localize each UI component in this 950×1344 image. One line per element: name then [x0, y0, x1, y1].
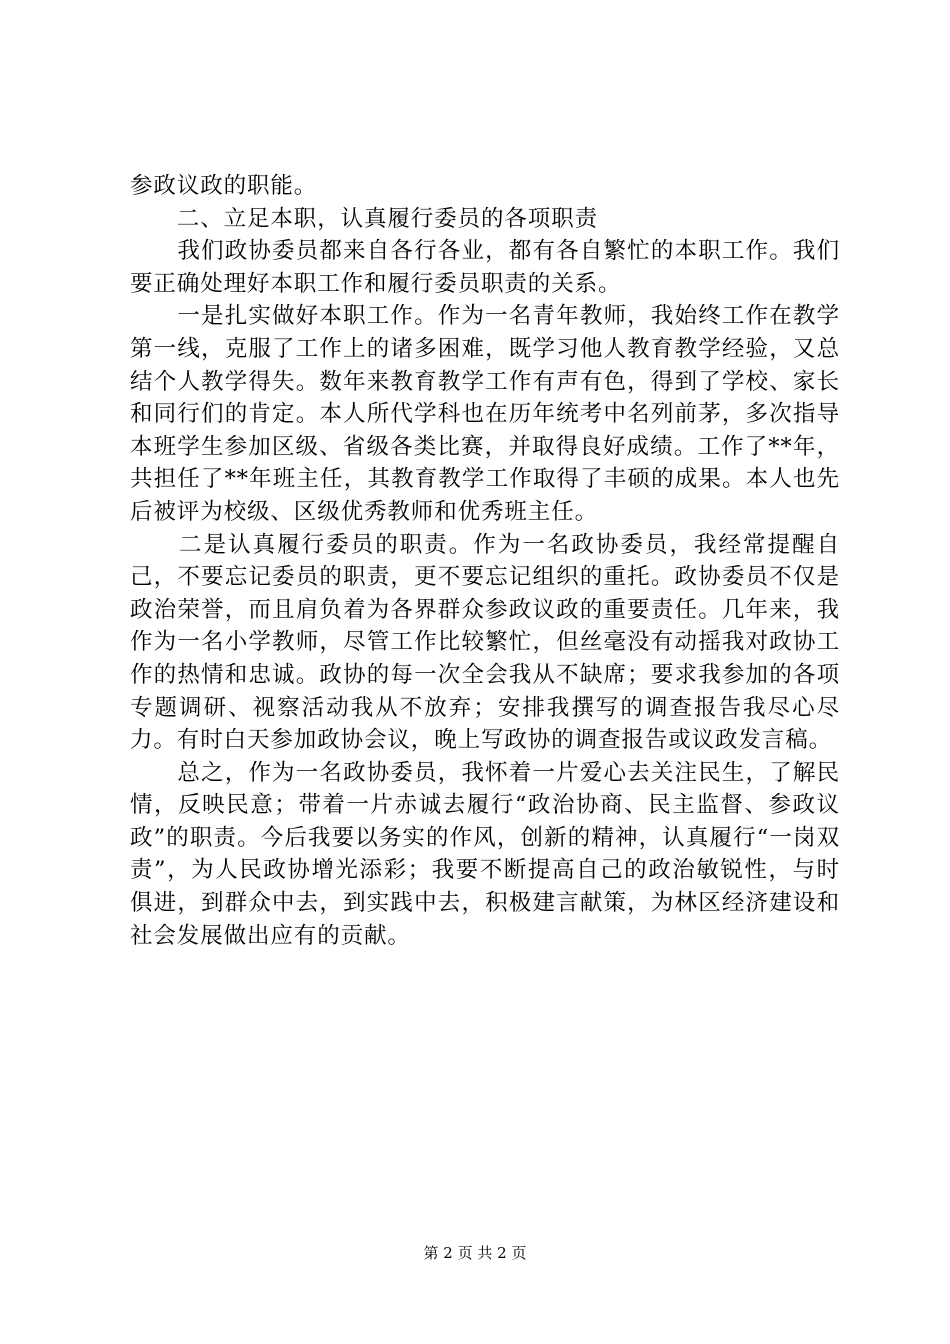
paragraph-intro: 我们政协委员都来自各行各业，都有各自繁忙的本职工作。我们要正确处理好本职工作和履行委员职责的关系。 [130, 238, 840, 297]
page-number-footer: 第 2 页 共 2 页 [423, 1244, 527, 1262]
document-body [130, 170, 840, 952]
section-heading: 二、立足本职，认真履行委员的各项职责 [130, 205, 599, 232]
paragraph-continuation: 参政议政的职能。 [130, 173, 318, 199]
paragraph-point-one: 一是扎实做好本职工作。作为一名青年教师，我始终工作在教学第一线，克服了工作上的诸多困难，既学习他人教育教学经验，又总结个人教学得失。数年来教育教学工作有声有色，得到了学校、家长和同行们的肯定。本人所代学科也在历年统考中名列前茅，多次指导本班学生参加区级、省级各类比赛，并取得良好成绩。工作了**年，共担任了**年班主任，其教育教学工作取得了丰硕的成果。本人也先后被评为校级、区级优秀教师和优秀班主任。 [130, 303, 840, 525]
paragraph-conclusion: 总之，作为一名政协委员，我怀着一片爱心去关注民生，了解民情，反映民意；带着一片赤诚去履行“政治协商、民主监督、参政议政”的职责。今后我要以务实的作风，创新的精神，认真履行“一岗双责”，为人民政协增光添彩；我要不断提高自己的政治敏锐性，与时俱进，到群众中去，到实践中去，积极建言献策，为林区经济建设和社会发展做出应有的贡献。 [130, 759, 840, 949]
paragraph-point-two: 二是认真履行委员的职责。作为一名政协委员，我经常提醒自己，不要忘记委员的职责，更不要忘记组织的重托。政协委员不仅是政治荣誉，而且肩负着为各界群众参政议政的重要责任。几年来，我作为一名小学教师，尽管工作比较繁忙，但丝毫没有动摇我对政协工作的热情和忠诚。政协的每一次全会我从不缺席；要求我参加的各项专题调研、视察活动我从不放弃；安排我撰写的调查报告我尽心尽力。有时白天参加政协会议，晚上写政协的调查报告或议政发言稿。 [130, 531, 840, 754]
